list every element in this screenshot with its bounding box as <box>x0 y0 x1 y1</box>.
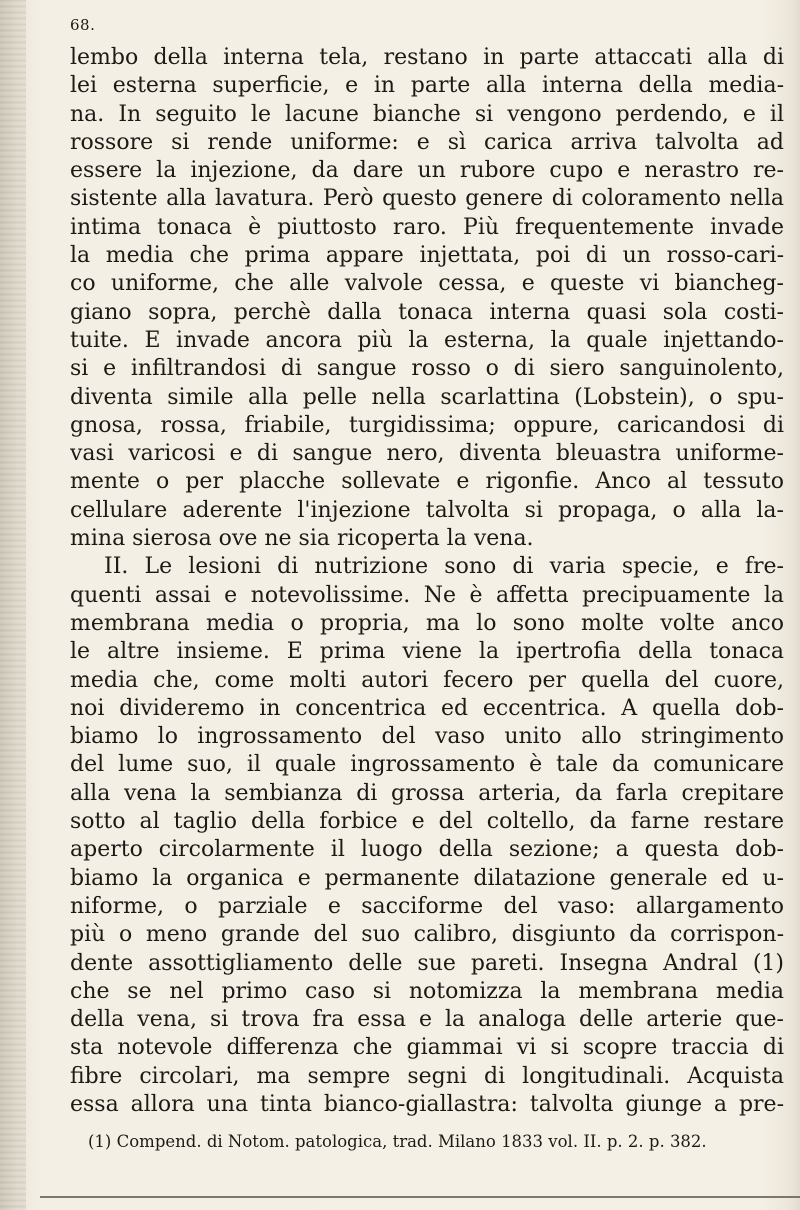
text-line: intima tonaca è piuttosto raro. Più frequentemente invade <box>70 214 784 240</box>
text-line: niforme, o parziale e sacciforme del vaso: allargamento <box>70 893 784 919</box>
text-line: della vena, si trova fra essa e la analoga delle arterie que- <box>70 1007 784 1033</box>
text-line: lei esterna superficie, e in parte alla interna della media- <box>70 73 784 99</box>
footnote: (1) Compend. di Notom. patologica, trad. Milano 1833 vol. II. p. 2. p. 382. <box>88 1132 707 1151</box>
text-line: del lume suo, il quale ingrossamento è tale da comunicare <box>70 752 784 778</box>
text-line: tuite. E invade ancora più la esterna, la quale injettando- <box>70 327 784 353</box>
text-line: sotto al taglio della forbice e del coltello, da farne restare <box>70 809 784 835</box>
text-line: quenti assai e notevolissime. Ne è affetta precipuamente la <box>70 582 784 608</box>
text-line: aperto circolarmente il luogo della sezione; a questa dob- <box>70 837 784 863</box>
text-line: essa allora una tinta bianco-giallastra: talvolta giunge a pre- <box>70 1091 784 1117</box>
text-line: vasi varicosi e di sangue nero, diventa bleuastra uniforme- <box>70 441 784 467</box>
text-line: rossore si rende uniforme: e sì carica arriva talvolta ad <box>70 129 784 155</box>
body-text <box>70 44 784 1119</box>
text-line: media che, come molti autori fecero per quella del cuore, <box>70 667 784 693</box>
text-line: biamo lo ingrossamento del vaso unito allo stringimento <box>70 724 784 750</box>
text-line: co uniforme, che alle valvole cessa, e queste vi biancheg- <box>70 271 784 297</box>
text-line: si e infiltrandosi di sangue rosso o di siero sanguinolento, <box>70 356 784 382</box>
text-line: la media che prima appare injettata, poi di un rosso-cari- <box>70 243 784 269</box>
text-line: membrana media o propria, ma lo sono molte volte anco <box>70 610 784 636</box>
text-line: dente assottigliamento delle sue pareti. Insegna Andral (1) <box>70 950 784 976</box>
text-line: biamo la organica e permanente dilatazione generale ed u- <box>70 865 784 891</box>
text-line: mina sierosa ove ne sia ricoperta la vena. <box>70 526 534 552</box>
text-line: noi divideremo in concentrica ed eccentrica. A quella dob- <box>70 695 784 721</box>
text-line: più o meno grande del suo calibro, disgiunto da corrispon- <box>70 922 784 948</box>
text-line: lembo della interna tela, restano in parte attaccati alla di <box>70 45 784 70</box>
text-line: fibre circolari, ma sempre segni di longitudinali. Acquista <box>70 1063 784 1089</box>
text-line: II. Le lesioni di nutrizione sono di varia specie, e fre- <box>104 554 784 580</box>
bottom-rule <box>40 1196 800 1198</box>
page-number: 68. <box>70 16 96 34</box>
text-line: sta notevole differenza che giammai vi si scopre traccia di <box>70 1035 784 1061</box>
text-line: diventa simile alla pelle nella scarlattina (Lobstein), o spu- <box>70 384 784 410</box>
text-line: gnosa, rossa, friabile, turgidissima; oppure, caricandosi di <box>70 412 784 438</box>
text-line: che se nel primo caso si notomizza la membrana media <box>70 978 784 1004</box>
text-line: alla vena la sembianza di grossa arteria, da farla crepitare <box>70 780 784 806</box>
text-line: essere la injezione, da dare un rubore cupo e nerastro re- <box>70 158 784 184</box>
text-line: mente o per placche sollevate e rigonfie. Anco al tessuto <box>70 469 784 495</box>
text-line: giano sopra, perchè dalla tonaca interna quasi sola costi- <box>70 299 784 325</box>
page-binding-edge <box>0 0 26 1210</box>
text-line: cellulare aderente l'injezione talvolta si propaga, o alla la- <box>70 497 784 523</box>
text-line: na. In seguito le lacune bianche si vengono perdendo, e il <box>70 101 784 127</box>
text-line: sistente alla lavatura. Però questo genere di coloramento nella <box>70 186 784 212</box>
text-line: le altre insieme. E prima viene la ipertrofia della tonaca <box>70 639 784 665</box>
